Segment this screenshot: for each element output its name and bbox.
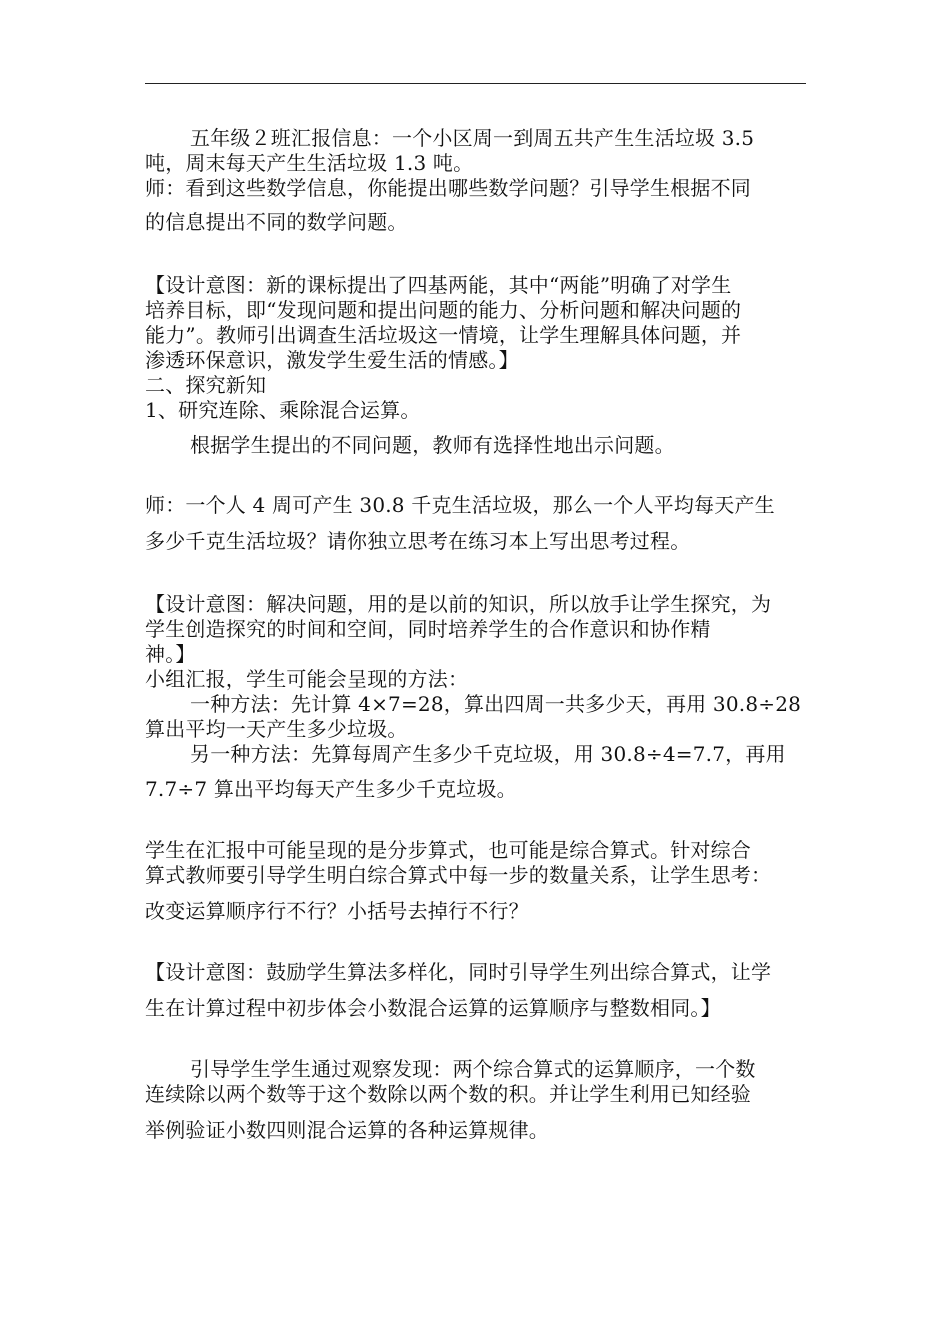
header-rule <box>145 83 806 84</box>
paragraph-line: 另一种方法：先算每周产生多少千克垃圾，用 30.8÷4=7.7，再用 <box>190 742 786 766</box>
design-intent-line: 【设计意图：新的课标提出了四基两能，其中“两能”明确了对学生 <box>145 273 732 297</box>
paragraph-line: 连续除以两个数等于这个数除以两个数的积。并让学生利用已知经验 <box>145 1082 751 1106</box>
design-intent-line: 【设计意图：解决问题，用的是以前的知识，所以放手让学生探究，为 <box>145 592 772 616</box>
paragraph-line: 小组汇报，学生可能会呈现的方法： <box>145 667 469 691</box>
subsection-heading: 1、研究连除、乘除混合运算。 <box>145 398 421 422</box>
design-intent-line: 学生创造探究的时间和空间，同时培养学生的合作意识和协作精 <box>145 617 711 641</box>
design-intent-line: 神。】 <box>145 642 196 666</box>
section-heading: 二、探究新知 <box>145 373 267 397</box>
paragraph-line: 多少千克生活垃圾？请你独立思考在练习本上写出思考过程。 <box>145 529 691 553</box>
paragraph-line: 根据学生提出的不同问题，教师有选择性地出示问题。 <box>190 433 675 457</box>
paragraph-line: 学生在汇报中可能呈现的是分步算式，也可能是综合算式。针对综合 <box>145 838 751 862</box>
design-intent-line: 培养目标，即“发现问题和提出问题的能力、分析问题和解决问题的 <box>145 298 742 322</box>
paragraph-line: 五年级２班汇报信息：一个小区周一到周五共产生生活垃圾 3.5 <box>190 126 755 150</box>
design-intent-line: 生在计算过程中初步体会小数混合运算的运算顺序与整数相同。】 <box>145 996 721 1020</box>
paragraph-line: 引导学生学生通过观察发现：两个综合算式的运算顺序，一个数 <box>190 1057 756 1081</box>
paragraph-line: 改变运算顺序行不行？小括号去掉行不行？ <box>145 899 529 923</box>
paragraph-line: 算式教师要引导学生明白综合算式中每一步的数量关系，让学生思考： <box>145 863 772 887</box>
paragraph-line: 7.7÷7 算出平均每天产生多少千克垃圾。 <box>145 777 517 801</box>
paragraph-line: 师：看到这些数学信息，你能提出哪些数学问题？引导学生根据不同 <box>145 176 751 200</box>
paragraph-line: 师：一个人 4 周可产生 30.8 千克生活垃圾，那么一个人平均每天产生 <box>145 493 775 517</box>
paragraph-line: 的信息提出不同的数学问题。 <box>145 210 408 234</box>
paragraph-line: 算出平均一天产生多少垃圾。 <box>145 717 408 741</box>
paragraph-line: 一种方法：先计算 4×7=28，算出四周一共多少天，再用 30.8÷28 <box>190 692 802 716</box>
design-intent-line: 【设计意图：鼓励学生算法多样化，同时引导学生列出综合算式，让学 <box>145 960 772 984</box>
paragraph-line: 吨，周末每天产生生活垃圾 1.3 吨。 <box>145 151 474 175</box>
design-intent-line: 能力”。教师引出调查生活垃圾这一情境，让学生理解具体问题，并 <box>145 323 742 347</box>
paragraph-line: 举例验证小数四则混合运算的各种运算规律。 <box>145 1118 549 1142</box>
design-intent-line: 渗透环保意识，激发学生爱生活的情感。】 <box>145 348 519 372</box>
